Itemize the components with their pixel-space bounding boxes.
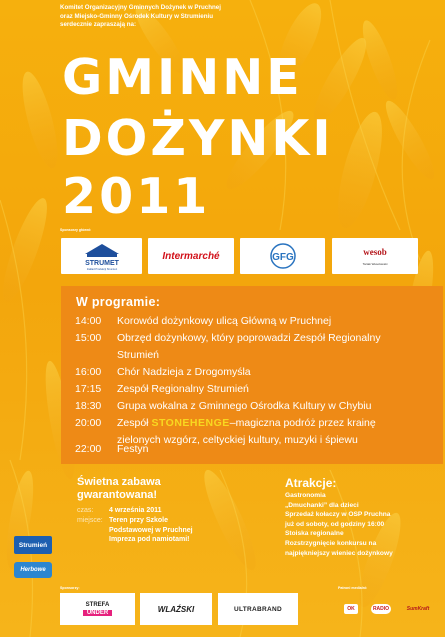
- media-logo-radio: [368, 595, 394, 623]
- place-line: Podstawowej w Pruchnej: [109, 526, 193, 534]
- programme-desc: –magiczna podróż przez krainę: [229, 417, 376, 429]
- event-place: [77, 516, 103, 526]
- programme-time: 15:00: [75, 332, 102, 344]
- wlazski-logo-text: WLAŹSKI: [157, 604, 195, 614]
- strumet-logo-text: STRUMET: [84, 260, 119, 267]
- place-line: Impreza pod namiotami!: [109, 536, 190, 543]
- programme-desc: Korowód dożynkowy ulicą Główną w Pruchnej: [117, 315, 332, 327]
- strumet-logo-subtext: Zakład Produkcji Strumień: [86, 268, 117, 271]
- title-line-2: DOŻYNKI: [62, 110, 334, 167]
- attractions-title: Atrakcje:: [285, 476, 337, 490]
- media-logo-sumkraft: [396, 595, 440, 623]
- fun-heading-line: gwarantowana!: [77, 489, 158, 501]
- programme-time: 22:00: [75, 443, 102, 455]
- attraction-item: najpiękniejszy wieniec dożynkowy: [285, 549, 393, 557]
- media-patrons-label: Patroni medialni:: [338, 586, 368, 590]
- programme-desc-continued: zielonych wzgórz, celtyckiej kultury, muzyki i śpiewu: [117, 434, 358, 446]
- stonehenge-highlight: STONEHENGE: [151, 417, 230, 429]
- attraction-item: Sprzedaż kołaczy w OSP Pruchna: [285, 511, 391, 519]
- title-line-1: GMINNE: [62, 49, 303, 106]
- wesob-logo-mark: [337, 241, 413, 271]
- attraction-item: Gastronomia: [285, 492, 326, 499]
- attraction-item: Rozstrzygnięcie konkursu na: [285, 539, 377, 547]
- wlazski-logo: [140, 593, 212, 625]
- media-logo-text: RADIO: [372, 606, 390, 612]
- attraction-item: Stoiska regionalne: [285, 530, 344, 538]
- programme-time: 17:15: [75, 383, 102, 395]
- programme-desc: Festyn: [117, 443, 149, 455]
- strumet-logo-mark: [67, 240, 137, 272]
- programme-desc: Zespół: [117, 417, 152, 429]
- ultrabrand-logo-text: ULTRABRAND: [233, 605, 282, 613]
- fun-heading-line: Świetna zabawa: [77, 476, 161, 488]
- programme-desc: Zespół Regionalny Strumień: [117, 383, 249, 395]
- programme-desc: Grupa wokalna z Gminnego Ośrodka Kultury w Chybiu: [117, 400, 372, 412]
- intermarche-logo-text: Intermarché: [162, 250, 220, 262]
- ultrabrand-logo: [218, 593, 298, 625]
- intermarche-logo: [148, 238, 234, 274]
- strumien-logo: Strumień: [14, 536, 52, 554]
- programme-desc: Obrzęd dożynkowy, który poprowadzi Zespół Regionalny: [117, 332, 381, 344]
- programme-panel: [61, 286, 443, 464]
- strumet-logo: [61, 238, 142, 274]
- intro-line: serdecznie zapraszają na:: [60, 21, 137, 29]
- place-value: [109, 516, 193, 545]
- fun-heading: [77, 476, 207, 502]
- attraction-item: „Dmuchanki” dla dzieci: [285, 501, 359, 509]
- programme-time: 18:30: [75, 400, 102, 412]
- date-label: czas:: [77, 507, 94, 514]
- intro-text: [60, 4, 360, 30]
- title-line-3: 2011: [62, 168, 211, 225]
- gfg-logo-mark: [258, 241, 308, 271]
- media-logo-text: SumKraft: [406, 606, 430, 612]
- strefa-under-logo: [60, 593, 135, 625]
- herb-badge-logo: Herbowe: [14, 562, 52, 578]
- programme-row: [75, 381, 437, 398]
- media-logo-ok: [336, 595, 366, 623]
- programme-row: [75, 330, 437, 364]
- media-logo-text: OK: [344, 604, 358, 614]
- intro-line: Komitet Organizacyjny Gminnych Dożynek w Pruchnej: [60, 4, 221, 11]
- programme-time: 16:00: [75, 366, 102, 378]
- programme-time: 14:00: [75, 315, 102, 327]
- programme-row: [75, 398, 437, 415]
- place-label: miejsce:: [77, 517, 103, 524]
- gfg-logo: [240, 238, 325, 274]
- event-date: [77, 506, 93, 516]
- wesob-logo-text: wesob: [363, 247, 387, 257]
- gfg-logo-text: GFG: [271, 252, 294, 263]
- wesob-logo: [332, 238, 418, 274]
- programme-row: [75, 313, 437, 330]
- programme-row: [75, 364, 437, 381]
- under-logo-text: UNDER: [83, 610, 112, 616]
- place-line: Teren przy Szkole: [109, 517, 169, 524]
- programme-row: [75, 441, 437, 458]
- programme-desc: Chór Nadzieja z Drogomyśla: [117, 366, 251, 378]
- intro-line: oraz Miejsko-Gminny Ośrodek Kultury w Strumieniu: [60, 12, 213, 20]
- attraction-item: już od soboty, od godziny 16:00: [285, 520, 385, 528]
- programme-time: 20:00: [75, 417, 102, 429]
- wesob-logo-subtext: Tartak Wesołowski: [362, 262, 388, 266]
- main-sponsors-label: Sponsorzy główni:: [60, 228, 92, 232]
- sponsors-label: Sponsorzy:: [60, 586, 80, 590]
- strefa-logo-text: STREFA: [85, 602, 110, 608]
- programme-title: W programie:: [76, 295, 161, 309]
- date-value: 4 września 2011: [109, 507, 162, 514]
- programme-desc-continued: Strumień: [117, 349, 160, 361]
- attractions-list: [285, 491, 445, 558]
